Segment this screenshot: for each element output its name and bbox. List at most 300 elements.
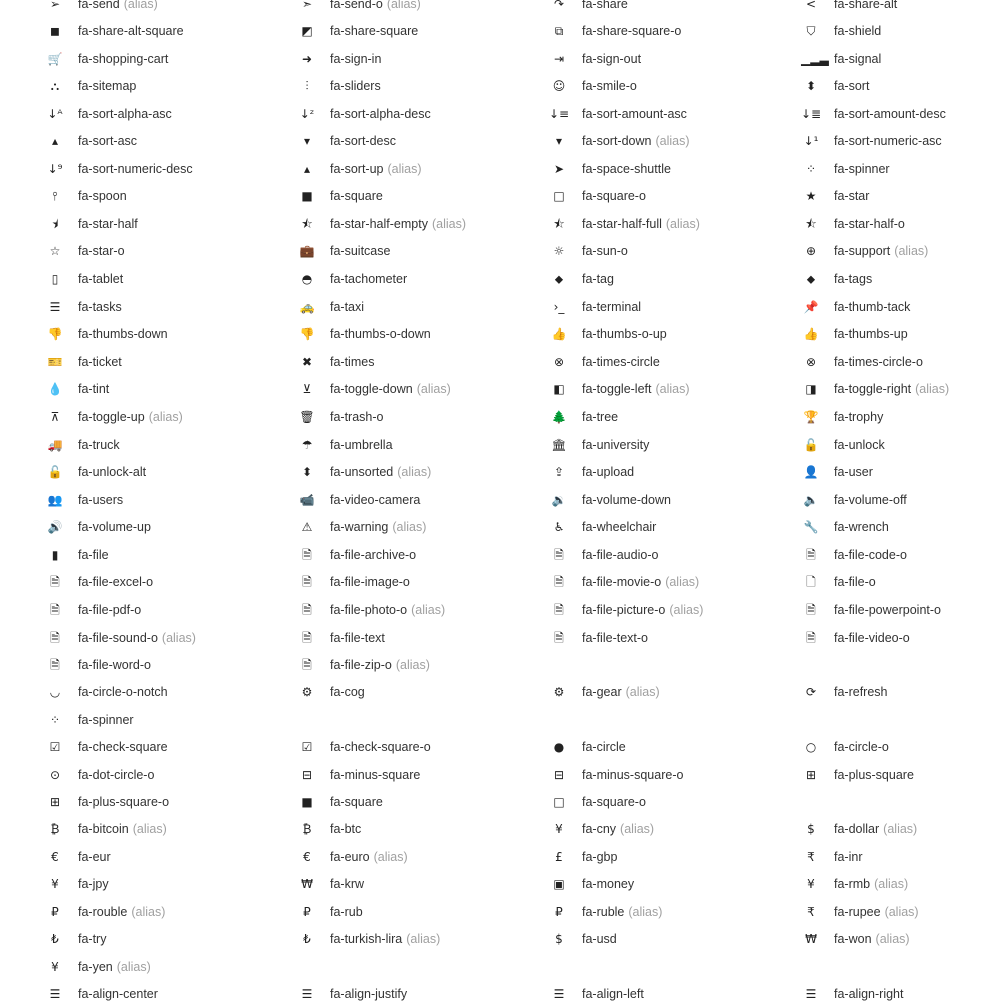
trash-outline-icon: 🗑 xyxy=(299,410,315,424)
icon-item-support[interactable] xyxy=(805,241,1000,261)
icon-item-rouble[interactable] xyxy=(51,902,294,922)
icon-name: fa-eur xyxy=(78,850,111,864)
icon-item-toggle-left[interactable] xyxy=(553,379,798,399)
icon-name: fa-suitcase xyxy=(330,244,391,258)
trophy-icon: 🏆 xyxy=(803,410,819,424)
icon-item-share-alt[interactable] xyxy=(805,0,1000,14)
icon-name: fa-btc xyxy=(330,822,362,836)
sort-alpha-desc-icon: ↓ᶻ xyxy=(299,107,315,121)
icon-item-trophy[interactable] xyxy=(803,407,1000,427)
icon-name: fa-unsorted xyxy=(330,465,394,479)
icon-item-inr[interactable] xyxy=(807,847,1000,867)
icon-name: fa-ruble xyxy=(582,905,625,919)
alias-label: (alias) xyxy=(386,0,421,11)
icon-item-wheelchair[interactable] xyxy=(553,517,798,537)
share-icon: ↷ xyxy=(553,0,565,11)
icon-item-cny[interactable] xyxy=(555,819,798,839)
icon-name: fa-sort-alpha-desc xyxy=(330,107,431,121)
icon-item-star-half-o[interactable] xyxy=(805,214,1000,234)
icon-name: fa-shield xyxy=(834,24,882,38)
icon-item-dollar[interactable] xyxy=(807,819,1000,839)
icon-name: fa-file-zip-o xyxy=(330,658,392,672)
icon-item-usd[interactable] xyxy=(555,929,798,949)
alias-label: (alias) xyxy=(894,244,929,258)
icon-item-thumbs-o-up[interactable] xyxy=(551,324,798,344)
icon-item-file-photo-o[interactable] xyxy=(302,600,546,620)
alias-label: (alias) xyxy=(620,822,655,836)
icon-item-volume-down[interactable] xyxy=(551,490,798,510)
icon-item-file-word-o[interactable] xyxy=(50,655,294,675)
icon-item-file-audio-o[interactable] xyxy=(554,545,798,565)
icon-item-unlock-alt[interactable] xyxy=(47,462,294,482)
icon-name: fa-toggle-down xyxy=(330,382,413,396)
file-text-icon: 🗎 xyxy=(302,631,312,645)
icon-item-check-square[interactable] xyxy=(49,737,294,757)
icon-item-share-alt-square[interactable] xyxy=(50,21,294,41)
jpy-icon: ¥ xyxy=(51,877,59,891)
icon-item-tachometer[interactable] xyxy=(301,269,546,289)
icon-item-sort-down[interactable] xyxy=(555,131,798,151)
icon-name: fa-unlock xyxy=(834,438,885,452)
icon-item-check-square-o[interactable] xyxy=(301,737,546,757)
icon-item-upload[interactable] xyxy=(553,462,798,482)
icon-name: fa-file-video-o xyxy=(834,631,910,645)
wheelchair-icon: ♿ xyxy=(553,520,565,534)
icon-item-space-shuttle[interactable] xyxy=(553,159,798,179)
icon-item-file-zip-o[interactable] xyxy=(302,655,546,675)
align-right-icon: ☰ xyxy=(805,987,817,1001)
icon-item-file-text[interactable] xyxy=(302,628,546,648)
icon-name: fa-wrench xyxy=(834,520,889,534)
icon-name: fa-sign-in xyxy=(330,52,382,66)
icon-item-sort-up[interactable] xyxy=(303,159,546,179)
icon-item-wrench[interactable] xyxy=(803,517,1000,537)
icon-item-align-center[interactable] xyxy=(49,984,294,1004)
icon-name: fa-sort-desc xyxy=(330,134,396,148)
icon-item-truck[interactable] xyxy=(47,435,294,455)
icon-item-sun-o[interactable] xyxy=(553,241,798,261)
icon-name: fa-file-text xyxy=(330,631,385,645)
rouble-icon: ₽ xyxy=(51,905,59,919)
icon-name: fa-share-square-o xyxy=(582,24,682,38)
icon-item-bitcoin[interactable] xyxy=(50,819,294,839)
icon-name: fa-gear xyxy=(582,685,622,699)
icon-item-rmb[interactable] xyxy=(807,874,1000,894)
icon-item-times[interactable] xyxy=(301,352,546,372)
sign-out-icon: ⇥ xyxy=(553,52,565,66)
ticket-icon: 🎫 xyxy=(47,355,63,369)
sort-icon: ⬍ xyxy=(805,79,817,93)
icon-item-share[interactable] xyxy=(553,0,798,14)
won-icon: ₩ xyxy=(805,932,817,946)
icon-name: fa-jpy xyxy=(78,877,109,891)
icon-name: fa-star-half-full xyxy=(582,217,662,231)
file-video-outline-icon: 🗎 xyxy=(806,631,816,645)
icon-name: fa-gbp xyxy=(582,850,618,864)
alias-label: (alias) xyxy=(123,0,158,11)
icon-item-spoon[interactable] xyxy=(54,186,294,206)
icon-item-file[interactable] xyxy=(51,545,294,565)
icon-item-users[interactable] xyxy=(47,490,294,510)
circle-outline-icon: ○ xyxy=(805,740,817,754)
icon-item-sort-desc[interactable] xyxy=(303,131,546,151)
thumbs-outline-down-icon: 👎 xyxy=(299,327,315,341)
icon-item-umbrella[interactable] xyxy=(301,435,546,455)
icon-name: fa-file-pdf-o xyxy=(78,603,142,617)
alias-label: (alias) xyxy=(875,932,910,946)
align-left-icon: ☰ xyxy=(553,987,565,1001)
cny-icon: ¥ xyxy=(555,822,563,836)
icon-name: fa-turkish-lira xyxy=(330,932,403,946)
icon-name: fa-university xyxy=(582,438,650,452)
star-outline-icon: ☆ xyxy=(49,244,61,258)
icon-name: fa-file-image-o xyxy=(330,575,410,589)
minus-square-outline-icon: ⊟ xyxy=(553,768,565,782)
icon-item-sitemap[interactable] xyxy=(50,76,294,96)
icon-name: fa-volume-up xyxy=(78,520,151,534)
icon-name: fa-tag xyxy=(582,272,614,286)
icon-item-times-circle-o[interactable] xyxy=(805,352,1000,372)
icon-item-euro[interactable] xyxy=(303,847,546,867)
icon-item-file-image-o[interactable] xyxy=(302,572,546,592)
icon-item-send[interactable] xyxy=(49,0,294,14)
icon-item-star-half-empty[interactable] xyxy=(301,214,546,234)
icon-name: fa-toggle-right xyxy=(834,382,912,396)
icon-item-file-text-o[interactable] xyxy=(554,628,798,648)
file-outline-icon: 🗋 xyxy=(806,575,816,589)
volume-off-icon: 🔈 xyxy=(803,493,819,507)
smile-outline-icon: ☺ xyxy=(552,79,566,93)
icon-item-file-code-o[interactable] xyxy=(806,545,1000,565)
volume-up-icon: 🔊 xyxy=(47,520,63,534)
icon-name: fa-trash-o xyxy=(330,410,384,424)
icon-item-rupee[interactable] xyxy=(807,902,1000,922)
icon-name: fa-toggle-left xyxy=(582,382,652,396)
alias-label: (alias) xyxy=(915,382,950,396)
icon-name: fa-thumb-tack xyxy=(834,300,911,314)
icon-item-shopping-cart[interactable] xyxy=(47,49,294,69)
icon-name: fa-send-o xyxy=(330,0,383,11)
icon-item-share-square-o[interactable] xyxy=(554,21,798,41)
icon-name: fa-user xyxy=(834,465,873,479)
times-circle-outline-icon: ⊗ xyxy=(805,355,817,369)
plus-square-icon: ⊞ xyxy=(805,768,817,782)
square-outline-icon: □ xyxy=(553,795,565,809)
alias-label: (alias) xyxy=(884,905,919,919)
icon-name: fa-video-camera xyxy=(330,493,421,507)
icon-item-square-2[interactable] xyxy=(301,792,546,812)
icon-name: fa-circle-o xyxy=(834,740,889,754)
cog-icon: ⚙ xyxy=(301,685,313,699)
check-square-icon: ☑ xyxy=(49,740,61,754)
bitcoin-icon: ₿ xyxy=(50,822,60,836)
icon-name: fa-square xyxy=(330,795,383,809)
icon-item-sort-alpha-desc[interactable] xyxy=(299,104,546,124)
icon-item-star-half[interactable] xyxy=(51,214,294,234)
icon-item-file-picture-o[interactable] xyxy=(554,600,798,620)
thumb-tack-icon: 📌 xyxy=(803,300,819,314)
shield-icon: ⛉ xyxy=(806,24,816,38)
sort-down-icon: ▾ xyxy=(555,134,563,148)
icon-item-taxi[interactable] xyxy=(299,297,546,317)
icon-item-tasks[interactable] xyxy=(49,297,294,317)
icon-item-yen[interactable] xyxy=(51,957,294,977)
icon-item-minus-square-o[interactable] xyxy=(553,765,798,785)
icon-name: fa-money xyxy=(582,877,635,891)
icon-item-file-video-o[interactable] xyxy=(806,628,1000,648)
icon-item-thumbs-up[interactable] xyxy=(803,324,1000,344)
icon-item-user[interactable] xyxy=(803,462,1000,482)
icon-item-sign-in[interactable] xyxy=(301,49,546,69)
file-code-outline-icon: 🗎 xyxy=(806,548,816,562)
share-alt-square-icon: ◼ xyxy=(50,24,60,38)
icon-item-money[interactable] xyxy=(553,874,798,894)
icon-name: fa-times-circle xyxy=(582,355,660,369)
icon-item-circle-o-notch[interactable] xyxy=(49,682,294,702)
thumbs-down-icon: 👎 xyxy=(47,327,63,341)
umbrella-icon: ☂ xyxy=(301,438,313,452)
icon-item-sort[interactable] xyxy=(805,76,1000,96)
alias-label: (alias) xyxy=(655,382,690,396)
usd-icon: $ xyxy=(555,932,563,946)
alias-label: (alias) xyxy=(373,850,408,864)
krw-icon: ₩ xyxy=(301,877,313,891)
dot-circle-outline-icon: ⊙ xyxy=(49,768,61,782)
icon-name: fa-tags xyxy=(834,272,873,286)
icon-name: fa-toggle-up xyxy=(78,410,145,424)
turkish-lira-icon: ₺ xyxy=(303,932,311,946)
icon-item-star[interactable] xyxy=(805,186,1000,206)
file-picture-outline-icon: 🗎 xyxy=(554,603,564,617)
icon-item-sort-amount-asc[interactable] xyxy=(549,104,798,124)
icon-name: fa-rub xyxy=(330,905,363,919)
icon-item-tree[interactable] xyxy=(551,407,798,427)
icon-name: fa-sort-amount-asc xyxy=(582,107,687,121)
icon-item-file-powerpoint-o[interactable] xyxy=(806,600,1000,620)
icon-name: fa-rupee xyxy=(834,905,881,919)
align-center-icon: ☰ xyxy=(49,987,61,1001)
icon-name: fa-star-half xyxy=(78,217,138,231)
icon-item-unsorted[interactable] xyxy=(301,462,546,482)
icon-name: fa-wheelchair xyxy=(582,520,657,534)
thumbs-up-icon: 👍 xyxy=(803,327,819,341)
icon-item-ruble[interactable] xyxy=(555,902,798,922)
icon-item-square-o[interactable] xyxy=(553,186,798,206)
sliders-icon: ⫶ xyxy=(305,79,309,93)
icon-item-thumb-tack[interactable] xyxy=(803,297,1000,317)
icon-item-toggle-up[interactable] xyxy=(50,407,294,427)
icon-item-file-o[interactable] xyxy=(806,572,1000,592)
icon-name: fa-space-shuttle xyxy=(582,162,671,176)
icon-item-star-half-full[interactable] xyxy=(553,214,798,234)
icon-item-thumbs-down[interactable] xyxy=(47,324,294,344)
file-excel-outline-icon: 🗎 xyxy=(50,575,60,589)
icon-item-align-right[interactable] xyxy=(805,984,1000,1004)
share-square-icon: ◩ xyxy=(301,24,313,38)
icon-name: fa-warning xyxy=(330,520,389,534)
icon-name: fa-file-word-o xyxy=(78,658,151,672)
icon-item-tags[interactable] xyxy=(806,269,1000,289)
icon-item-gbp[interactable] xyxy=(555,847,798,867)
icon-item-signal[interactable] xyxy=(801,49,1000,69)
alias-label: (alias) xyxy=(132,822,167,836)
alias-label: (alias) xyxy=(406,932,441,946)
icon-item-sliders[interactable] xyxy=(306,76,546,96)
icon-item-dot-circle-o[interactable] xyxy=(49,765,294,785)
icon-name: fa-minus-square-o xyxy=(582,768,684,782)
icon-name: fa-tachometer xyxy=(330,272,408,286)
icon-item-volume-up[interactable] xyxy=(47,517,294,537)
icon-item-align-justify[interactable] xyxy=(301,984,546,1004)
icon-name: fa-file-sound-o xyxy=(78,631,158,645)
icon-item-toggle-right[interactable] xyxy=(805,379,1000,399)
icon-item-ticket[interactable] xyxy=(47,352,294,372)
icon-item-file-sound-o[interactable] xyxy=(50,628,294,648)
icon-item-terminal[interactable] xyxy=(553,297,798,317)
sort-amount-asc-icon: ↓≡ xyxy=(549,107,570,121)
alias-label: (alias) xyxy=(431,217,466,231)
volume-down-icon: 🔉 xyxy=(551,493,567,507)
icon-item-trash-o[interactable] xyxy=(299,407,546,427)
icon-name: fa-star xyxy=(834,189,870,203)
icon-name: fa-times xyxy=(330,355,375,369)
icon-name: fa-krw xyxy=(330,877,365,891)
tasks-icon: ☰ xyxy=(49,300,61,314)
btc-icon: ₿ xyxy=(302,822,312,836)
icon-item-sort-asc[interactable] xyxy=(51,131,294,151)
unlock-alt-icon: 🔓 xyxy=(47,465,63,479)
icon-item-share-square[interactable] xyxy=(301,21,546,41)
icon-name: fa-volume-off xyxy=(834,493,907,507)
icon-item-volume-off[interactable] xyxy=(803,490,1000,510)
icon-item-btc[interactable] xyxy=(302,819,546,839)
icon-item-file-archive-o[interactable] xyxy=(302,545,546,565)
alias-label: (alias) xyxy=(148,410,183,424)
icon-item-align-left[interactable] xyxy=(553,984,798,1004)
icon-item-plus-square[interactable] xyxy=(805,765,1000,785)
icon-item-sort-numeric-desc[interactable] xyxy=(47,159,294,179)
icon-item-sort-alpha-asc[interactable] xyxy=(47,104,294,124)
unlock-icon: 🔓 xyxy=(803,438,819,452)
sort-asc-icon: ▴ xyxy=(51,134,59,148)
plus-square-outline-icon: ⊞ xyxy=(49,795,61,809)
icon-item-krw[interactable] xyxy=(301,874,546,894)
icon-item-circle[interactable] xyxy=(553,737,798,757)
sort-numeric-desc-icon: ↓⁹ xyxy=(47,162,63,176)
icon-item-try[interactable] xyxy=(51,929,294,949)
signal-icon: ▁▂▃ xyxy=(801,52,829,66)
icon-name: fa-support xyxy=(834,244,891,258)
icon-name: fa-inr xyxy=(834,850,863,864)
file-movie-outline-icon: 🗎 xyxy=(554,575,564,589)
icon-name: fa-align-center xyxy=(78,987,158,1001)
icon-item-rub[interactable] xyxy=(303,902,546,922)
icon-name: fa-tint xyxy=(78,382,110,396)
icon-item-refresh[interactable] xyxy=(805,682,1000,702)
icon-item-square-o-2[interactable] xyxy=(553,792,798,812)
icon-item-university[interactable] xyxy=(551,435,798,455)
icon-name: fa-file-photo-o xyxy=(330,603,408,617)
icon-item-thumbs-o-down[interactable] xyxy=(299,324,546,344)
icon-item-gear[interactable] xyxy=(553,682,798,702)
icon-item-cog[interactable] xyxy=(301,682,546,702)
file-sound-outline-icon: 🗎 xyxy=(50,631,60,645)
icon-name: fa-thumbs-o-up xyxy=(582,327,667,341)
taxi-icon: 🚕 xyxy=(299,300,315,314)
icon-item-won[interactable] xyxy=(805,929,1000,949)
star-half-full-icon: ⯪ xyxy=(553,217,565,231)
icon-name: fa-plus-square xyxy=(834,768,914,782)
icon-item-toggle-down[interactable] xyxy=(302,379,546,399)
icon-item-sign-out[interactable] xyxy=(553,49,798,69)
icon-item-tint[interactable] xyxy=(47,379,294,399)
file-audio-outline-icon: 🗎 xyxy=(554,548,564,562)
alias-label: (alias) xyxy=(161,631,196,645)
suitcase-icon: 💼 xyxy=(299,244,315,258)
icon-item-star-o[interactable] xyxy=(49,241,294,261)
icon-item-spinner-2[interactable] xyxy=(49,710,294,730)
icon-item-file-movie-o[interactable] xyxy=(554,572,798,592)
icon-name: fa-trophy xyxy=(834,410,884,424)
file-archive-outline-icon: 🗎 xyxy=(302,548,312,562)
icon-name: fa-sun-o xyxy=(582,244,628,258)
icon-item-eur[interactable] xyxy=(51,847,294,867)
icon-item-file-pdf-o[interactable] xyxy=(50,600,294,620)
icon-item-unlock[interactable] xyxy=(803,435,1000,455)
icon-item-minus-square[interactable] xyxy=(301,765,546,785)
alias-label: (alias) xyxy=(416,382,451,396)
icon-item-times-circle[interactable] xyxy=(553,352,798,372)
icon-item-file-excel-o[interactable] xyxy=(50,572,294,592)
sort-numeric-asc-icon: ↓¹ xyxy=(803,134,819,148)
icon-item-suitcase[interactable] xyxy=(299,241,546,261)
inr-icon: ₹ xyxy=(807,850,815,864)
icon-name: fa-align-right xyxy=(834,987,904,1001)
icon-item-sort-amount-desc[interactable] xyxy=(801,104,1000,124)
icon-item-warning[interactable] xyxy=(301,517,546,537)
icon-name: fa-yen xyxy=(78,960,113,974)
icon-name: fa-sort-numeric-desc xyxy=(78,162,193,176)
icon-item-square[interactable] xyxy=(301,186,546,206)
icon-item-tablet[interactable] xyxy=(51,269,294,289)
icon-item-spinner[interactable] xyxy=(805,159,1000,179)
alias-label: (alias) xyxy=(625,685,660,699)
icon-item-send-o[interactable] xyxy=(301,0,546,14)
icon-item-jpy[interactable] xyxy=(51,874,294,894)
icon-item-smile-o[interactable] xyxy=(552,76,798,96)
icon-item-plus-square-o[interactable] xyxy=(49,792,294,812)
icon-name: fa-tree xyxy=(582,410,619,424)
icon-item-circle-o[interactable] xyxy=(805,737,1000,757)
icon-item-sort-numeric-asc[interactable] xyxy=(803,131,1000,151)
icon-item-tag[interactable] xyxy=(554,269,798,289)
icon-name: fa-smile-o xyxy=(582,79,637,93)
share-square-outline-icon: ⧉ xyxy=(554,24,564,38)
icon-item-video-camera[interactable] xyxy=(299,490,546,510)
square-icon: ■ xyxy=(301,795,313,809)
sort-alpha-asc-icon: ↓ᴬ xyxy=(47,107,63,121)
icon-item-shield[interactable] xyxy=(806,21,1000,41)
icon-name: fa-sort xyxy=(834,79,870,93)
icon-name: fa-file-movie-o xyxy=(582,575,662,589)
icon-name: fa-file-o xyxy=(834,575,876,589)
tablet-icon: ▯ xyxy=(51,272,59,286)
icon-item-turkish-lira[interactable] xyxy=(303,929,546,949)
icon-name: fa-sort-amount-desc xyxy=(834,107,946,121)
thumbs-outline-up-icon: 👍 xyxy=(551,327,567,341)
icon-name: fa-signal xyxy=(834,52,882,66)
alias-label: (alias) xyxy=(116,960,151,974)
